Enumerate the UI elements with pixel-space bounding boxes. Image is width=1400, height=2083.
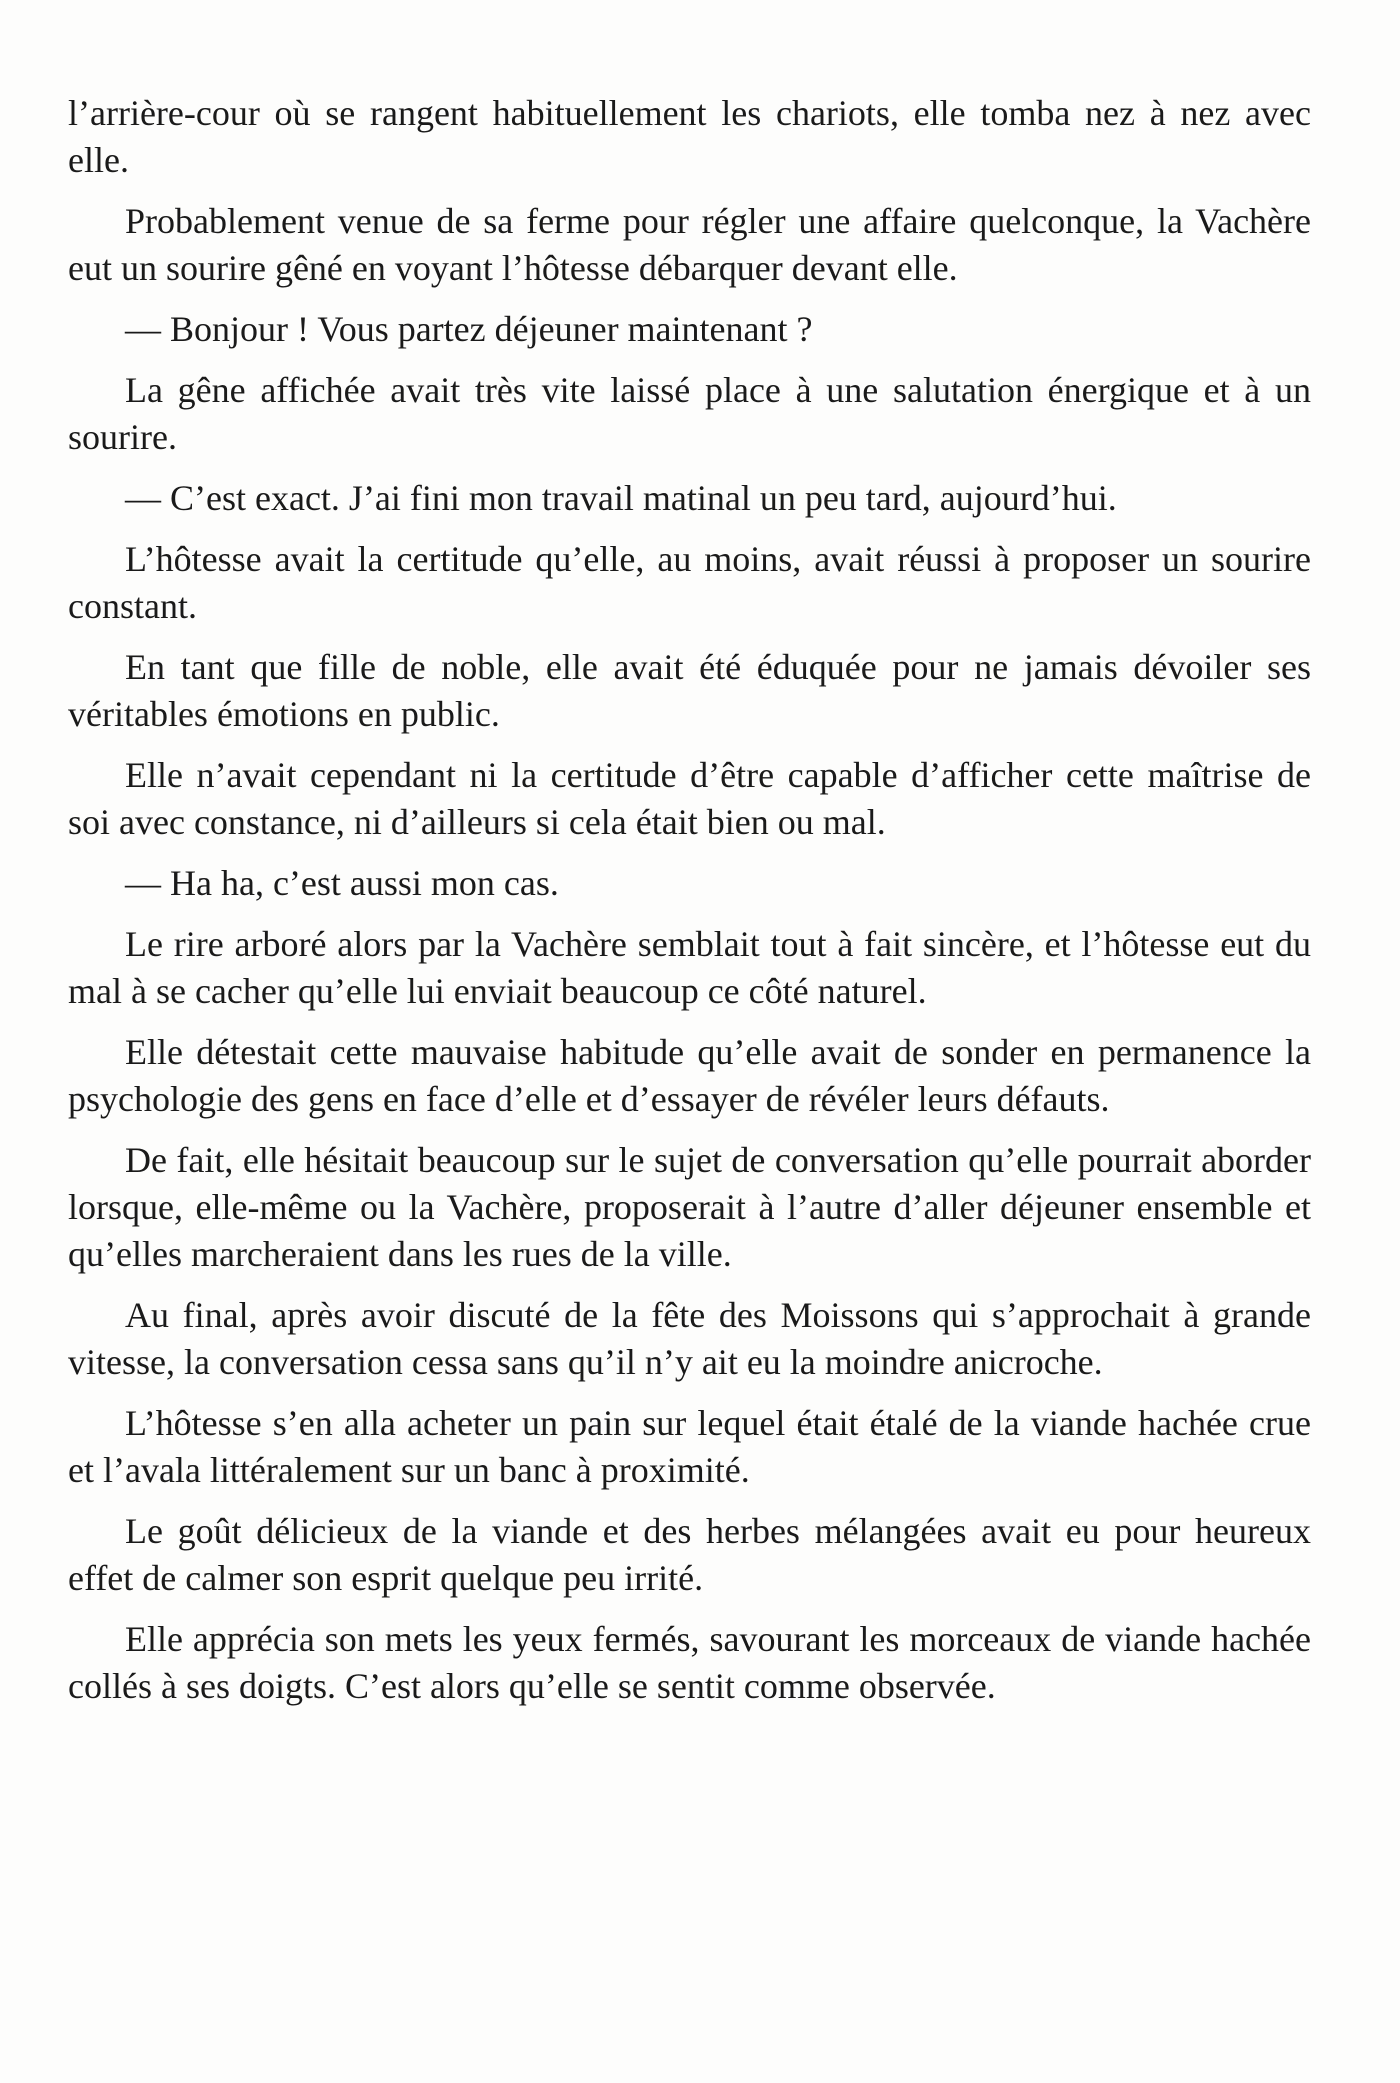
paragraph: l’arrière-cour où se rangent habituellement les chariots, elle tomba nez à nez avec elle.: [68, 93, 1311, 180]
dialogue-line: — C’est exact. J’ai fini mon travail matinal un peu tard, aujourd’hui.: [125, 478, 1117, 518]
paragraph: Le goût délicieux de la viande et des herbes mélangées avait eu pour heureux effet de calmer son esprit quelque peu irrité.: [68, 1511, 1311, 1598]
paragraph: Elle détestait cette mauvaise habitude qu’elle avait de sonder en permanence la psychologie des gens en face d’elle et d’essayer de révéler leurs défauts.: [68, 1032, 1311, 1119]
paragraph: Elle n’avait cependant ni la certitude d’être capable d’afficher cette maîtrise de soi avec constance, ni d’ailleurs si cela était bien ou mal.: [68, 755, 1311, 842]
dialogue-line: — Ha ha, c’est aussi mon cas.: [125, 863, 559, 903]
paragraph: La gêne affichée avait très vite laissé place à une salutation énergique et à un sourire.: [68, 370, 1311, 457]
body-text: [68, 90, 1311, 1724]
paragraph: Probablement venue de sa ferme pour régler une affaire quelconque, la Vachère eut un sourire gêné en voyant l’hôtesse débarquer devant elle.: [68, 201, 1311, 288]
paragraph: L’hôtesse avait la certitude qu’elle, au moins, avait réussi à proposer un sourire constant.: [68, 539, 1311, 626]
paragraph: Le rire arboré alors par la Vachère semblait tout à fait sincère, et l’hôtesse eut du mal à se cacher qu’elle lui enviait beaucoup ce côté naturel.: [68, 924, 1311, 1011]
paragraph: En tant que fille de noble, elle avait été éduquée pour ne jamais dévoiler ses véritables émotions en public.: [68, 647, 1311, 734]
paragraph: Elle apprécia son mets les yeux fermés, savourant les morceaux de viande hachée collés à ses doigts. C’est alors qu’elle se sentit comme observée.: [68, 1619, 1311, 1706]
paragraph: L’hôtesse s’en alla acheter un pain sur lequel était étalé de la viande hachée crue et l’avala littéralement sur un banc à proximité.: [68, 1403, 1311, 1490]
paragraph: De fait, elle hésitait beaucoup sur le sujet de conversation qu’elle pourrait aborder lorsque, elle-même ou la Vachère, proposerait à l’autre d’aller déjeuner ensemble et qu’elles marcheraient dans les rues de la ville.: [68, 1140, 1311, 1274]
paragraph: Au final, après avoir discuté de la fête des Moissons qui s’approchait à grande vitesse, la conversation cessa sans qu’il n’y ait eu la moindre anicroche.: [68, 1295, 1311, 1382]
dialogue-line: — Bonjour ! Vous partez déjeuner maintenant ?: [125, 309, 813, 349]
